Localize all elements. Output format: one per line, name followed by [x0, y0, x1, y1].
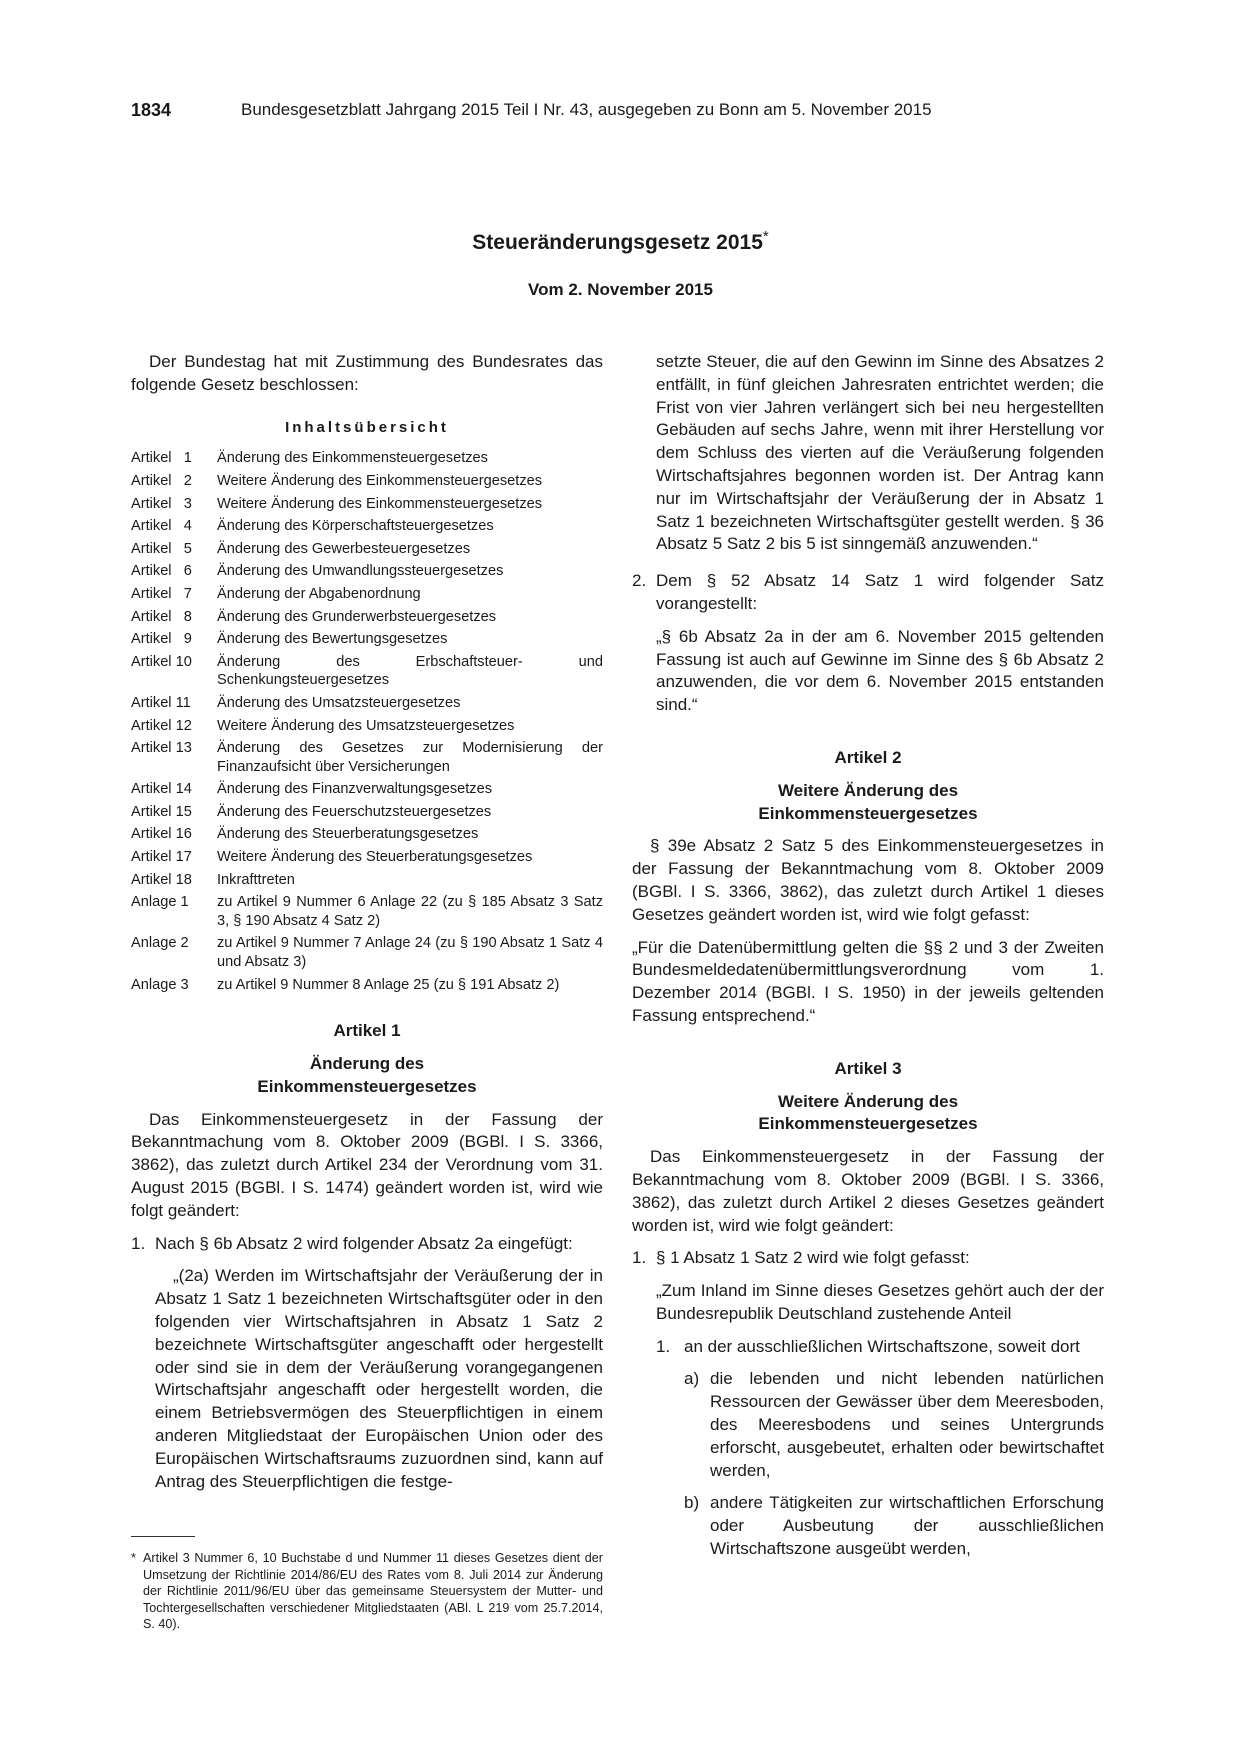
footnote-mark: *	[131, 1551, 136, 1565]
toc-entry	[131, 803, 603, 822]
article-1-title-line1: Änderung des	[309, 1054, 425, 1074]
toc-entry-label: Artikel 4	[131, 518, 192, 535]
subitem-text: die lebenden und nicht lebenden natürlichen Ressourcen der Gewässer über dem Meeresboden, des Meeresbodens und seines Untergrunds erforscht, ausgebeutet, erhalten oder bewirtschaftet werden,	[710, 1369, 1104, 1480]
toc-entry-label: Artikel 11	[131, 694, 191, 711]
toc-entry-text: Änderung der Abgabenordnung	[217, 585, 421, 602]
toc-entry-text: Inkrafttreten	[217, 871, 295, 888]
toc-entry	[131, 893, 603, 930]
toc-entry-label: Artikel 10	[131, 653, 192, 670]
toc-entry	[131, 780, 603, 799]
article-3-quote: „Zum Inland im Sinne dieses Gesetzes gehört auch der der Bundesrepublik Deutschland zustehende Anteil	[656, 1281, 1104, 1323]
toc-entry	[131, 825, 603, 844]
article-3-number: Artikel 3	[834, 1058, 902, 1078]
item-text: § 1 Absatz 1 Satz 2 wird wie folgt gefasst:	[656, 1248, 970, 1268]
toc-entry	[131, 585, 603, 604]
subitem-text: an der ausschließlichen Wirtschaftszone, soweit dort	[684, 1336, 1080, 1356]
toc-entry-text: Weitere Änderung des Einkommensteuergesetzes	[217, 495, 543, 512]
subitem-letter: a)	[684, 1369, 700, 1389]
toc-entry-text: Weitere Änderung des Einkommensteuergesetzes	[217, 472, 543, 489]
item-text: Nach § 6b Absatz 2 wird folgender Absatz 2a eingefügt:	[155, 1233, 573, 1253]
toc-entry-text: Änderung des Finanzverwaltungsgesetzes	[217, 781, 493, 798]
article-1-intro: Das Einkommensteuergesetz in der Fassung der Bekanntmachung vom 8. Oktober 2009 (BGBl. I S. 3366, 3862), das zuletzt durch Artikel 234 der Verordnung vom 31. August 2015 (BGBl. I S. 1474) geändert worden ist, wird wie folgt geändert:	[131, 1109, 603, 1220]
toc-entry	[131, 472, 603, 491]
toc-entry-label: Artikel 9	[131, 631, 192, 648]
article-1-title-line2: Einkommensteuergesetzes	[257, 1076, 477, 1096]
toc-entry-text: Änderung des Umsatzsteuergesetzes	[217, 694, 461, 711]
article-2-title-line2: Einkommensteuergesetzes	[758, 803, 978, 823]
page-number: 1834	[131, 100, 172, 120]
article-3-title	[632, 1091, 1104, 1137]
article-1-quote-continued: setzte Steuer, die auf den Gewinn im Sinne des Absatzes 2 entfällt, in fünf gleichen Jahresraten entrichtet werden; die Frist von vier Jahren verlängert sich bei neu hergestellten Gebäuden auf sechs Jahre, wenn mit ihrer Herstellung vor dem Schluss des vierten auf die Veräußerung folgenden Wirtschaftsjahres begonnen worden ist. Der Antrag kann nur im Wirtschaftsjahr der Veräußerung der in Absatz 1 Satz 1 bezeichneten Wirtschaftsgüter gestellt werden. § 36 Absatz 5 Satz 2 bis 5 ist sinngemäß anzuwenden.“	[656, 352, 1104, 554]
toc-heading: Inhaltsübersicht	[285, 418, 449, 436]
toc-entry-text: zu Artikel 9 Nummer 7 Anlage 24 (zu § 190 Absatz 1 Satz 4 und Absatz 3)	[217, 935, 603, 971]
article-2-quote: „Für die Datenübermittlung gelten die §§ 2 und 3 der Zweiten Bundesmeldedatenübermittlungsverordnung vom 1. Dezember 2014 (BGBl. I S. 1950) in der jeweils geltenden Fassung entsprechend.“	[632, 937, 1104, 1025]
toc-entry-text: Änderung des Feuerschutzsteuergesetzes	[217, 803, 492, 820]
toc-entry-text: Änderung des Umwandlungssteuergesetzes	[217, 563, 504, 580]
article-3-subitem-a	[684, 1368, 1104, 1482]
article-3-title-line2: Einkommensteuergesetzes	[758, 1114, 978, 1134]
toc-entry-label: Artikel 15	[131, 803, 192, 820]
subitem-letter: b)	[684, 1493, 700, 1513]
article-1-item-2-quote: „§ 6b Absatz 2a in der am 6. November 2015 geltenden Fassung ist auch auf Gewinne im Sinne des § 6b Absatz 2 anzuwenden, die vor dem 6. November 2015 entstanden sind.“	[656, 626, 1104, 715]
item-number: 2.	[632, 571, 647, 591]
toc-entry-label: Artikel 7	[131, 585, 192, 602]
toc-entry	[131, 562, 603, 581]
toc-entry-label: Artikel 6	[131, 563, 192, 580]
toc-entry	[131, 517, 603, 536]
table-of-contents	[131, 449, 603, 994]
footnote	[131, 1550, 603, 1633]
toc-entry-label: Artikel 12	[131, 717, 192, 734]
item-text: Dem § 52 Absatz 14 Satz 1 wird folgender Satz vorangestellt:	[656, 571, 1104, 613]
toc-entry-text: Änderung des Gesetzes zur Modernisierung der Finanzaufsicht über Versicherungen	[217, 740, 603, 775]
gazette-source-line: Bundesgesetzblatt Jahrgang 2015 Teil I Nr. 43, ausgegeben zu Bonn am 5. November 2015	[241, 100, 932, 119]
toc-entry	[131, 495, 603, 514]
article-3-title-line1: Weitere Änderung des	[777, 1091, 959, 1111]
law-title	[0, 228, 1241, 255]
toc-entry-label: Artikel 5	[131, 540, 192, 557]
toc-entry	[131, 449, 603, 468]
law-date: Vom 2. November 2015	[528, 280, 713, 299]
toc-entry-text: zu Artikel 9 Nummer 6 Anlage 22 (zu § 185 Absatz 3 Satz 3, § 190 Absatz 4 Satz 2)	[217, 894, 603, 929]
article-1-quote: „(2a) Werden im Wirtschaftsjahr der Veräußerung der in Absatz 1 Satz 1 bezeichneten Wirtschaftsgüter oder in den folgenden vier Wirtschaftsjahren in Absatz 1 Satz 2 bezeichnete Wirtschaftsgüter angeschafft oder hergestellt oder sind sie in dem der Veräußerung vorangegangenen Wirtschaftsjahr angeschafft oder hergestellt worden, die einem Betriebsvermögen des Steuerpflichtigen in einem anderen Mitgliedstaat der Europäischen Union oder des Europäischen Wirtschaftsraums zuzuordnen sind, kann auf Antrag des Steuerpflichtigen die festge-	[155, 1266, 603, 1491]
title-footnote-mark: *	[762, 228, 769, 245]
article-2-text: § 39e Absatz 2 Satz 5 des Einkommensteuergesetzes in der Fassung der Bekanntmachung vom 8. Oktober 2009 (BGBl. I S. 3366, 3862), das zuletzt durch Artikel 1 dieses Gesetzes geändert worden ist, wird wie folgt gefasst:	[632, 836, 1104, 924]
toc-entry	[131, 653, 603, 690]
toc-entry-label: Anlage 2	[131, 935, 189, 952]
article-1-title	[131, 1053, 603, 1099]
footnote-text: Artikel 3 Nummer 6, 10 Buchstabe d und Nummer 11 dieses Gesetzes dient der Umsetzung der Richtlinie 2014/86/EU des Rates vom 8. Juli 2014 zur Änderung der Richtlinie 2011/96/EU über das gemeinsame Steuersystem der Mutter- und Tochtergesellschaften verschiedener Mitgliedstaaten (ABl. L 219 vom 25.7.2014, S. 40).	[143, 1551, 603, 1632]
toc-entry-label: Anlage 3	[131, 976, 189, 993]
toc-entry-text: Änderung des Grunderwerbsteuergesetzes	[217, 608, 497, 625]
toc-entry-text: Änderung des Bewertungsgesetzes	[217, 631, 448, 648]
article-1-item-1	[131, 1233, 603, 1256]
toc-entry-label: Artikel 2	[131, 472, 192, 489]
article-3-intro: Das Einkommensteuergesetz in der Fassung der Bekanntmachung vom 8. Oktober 2009 (BGBl. I S. 3366, 3862), das zuletzt durch Artikel 2 dieses Gesetzes geändert worden ist, wird wie folgt geändert:	[632, 1147, 1104, 1235]
article-2-title-line1: Weitere Änderung des	[777, 780, 959, 800]
left-column	[131, 351, 603, 1493]
toc-entry-text: Weitere Änderung des Steuerberatungsgesetzes	[217, 849, 533, 866]
right-column	[632, 351, 1104, 1561]
toc-entry-label: Artikel 3	[131, 495, 192, 512]
preamble: Der Bundestag hat mit Zustimmung des Bundesrates das folgende Gesetz beschlossen:	[131, 352, 603, 394]
toc-entry	[131, 694, 603, 713]
toc-entry-label: Artikel 18	[131, 871, 192, 888]
toc-entry	[131, 540, 603, 559]
article-3-subitem-1	[656, 1336, 1104, 1359]
law-title-text: Steueränderungsgesetz 2015	[472, 231, 763, 254]
toc-entry	[131, 608, 603, 627]
footnote-separator	[131, 1536, 195, 1537]
toc-entry	[131, 934, 603, 971]
article-2-title	[632, 780, 1104, 826]
article-1-number: Artikel 1	[333, 1021, 401, 1041]
subitem-text: andere Tätigkeiten zur wirtschaftlichen Erforschung oder Ausbeutung der ausschließlichen Wirtschaftszone ausgeübt werden,	[710, 1493, 1104, 1559]
toc-entry-label: Artikel 16	[131, 826, 192, 843]
toc-entry-text: Änderung des Körperschaftsteuergesetzes	[217, 518, 494, 535]
toc-entry-text: Änderung des Steuerberatungsgesetzes	[217, 826, 479, 843]
item-number: 1.	[131, 1233, 146, 1253]
toc-entry-text: Änderung des Einkommensteuergesetzes	[217, 450, 488, 467]
article-3-item-1	[632, 1247, 1104, 1270]
toc-entry-text: zu Artikel 9 Nummer 8 Anlage 25 (zu § 191 Absatz 2)	[217, 976, 560, 993]
subitem-number: 1.	[656, 1336, 671, 1356]
toc-entry-text: Änderung des Gewerbesteuergesetzes	[217, 540, 471, 557]
toc-entry	[131, 871, 603, 890]
toc-entry-label: Artikel 8	[131, 608, 192, 625]
toc-entry-label: Artikel 1	[131, 450, 192, 467]
article-2-number: Artikel 2	[834, 747, 902, 767]
toc-entry-label: Artikel 13	[131, 740, 192, 757]
toc-entry	[131, 976, 603, 995]
toc-entry-label: Artikel 14	[131, 781, 192, 798]
item-number: 1.	[632, 1248, 647, 1268]
toc-entry	[131, 630, 603, 649]
toc-entry-text: Weitere Änderung des Umsatzsteuergesetzes	[217, 717, 515, 734]
article-3-subitem-b	[684, 1492, 1104, 1560]
toc-entry	[131, 739, 603, 776]
toc-entry-text: Änderung des Erbschaftsteuer- und Schenkungsteuergesetzes	[217, 653, 603, 689]
toc-entry-label: Anlage 1	[131, 894, 189, 911]
article-1-item-2	[632, 570, 1104, 616]
toc-entry	[131, 717, 603, 736]
toc-entry-label: Artikel 17	[131, 849, 192, 866]
toc-entry	[131, 848, 603, 867]
